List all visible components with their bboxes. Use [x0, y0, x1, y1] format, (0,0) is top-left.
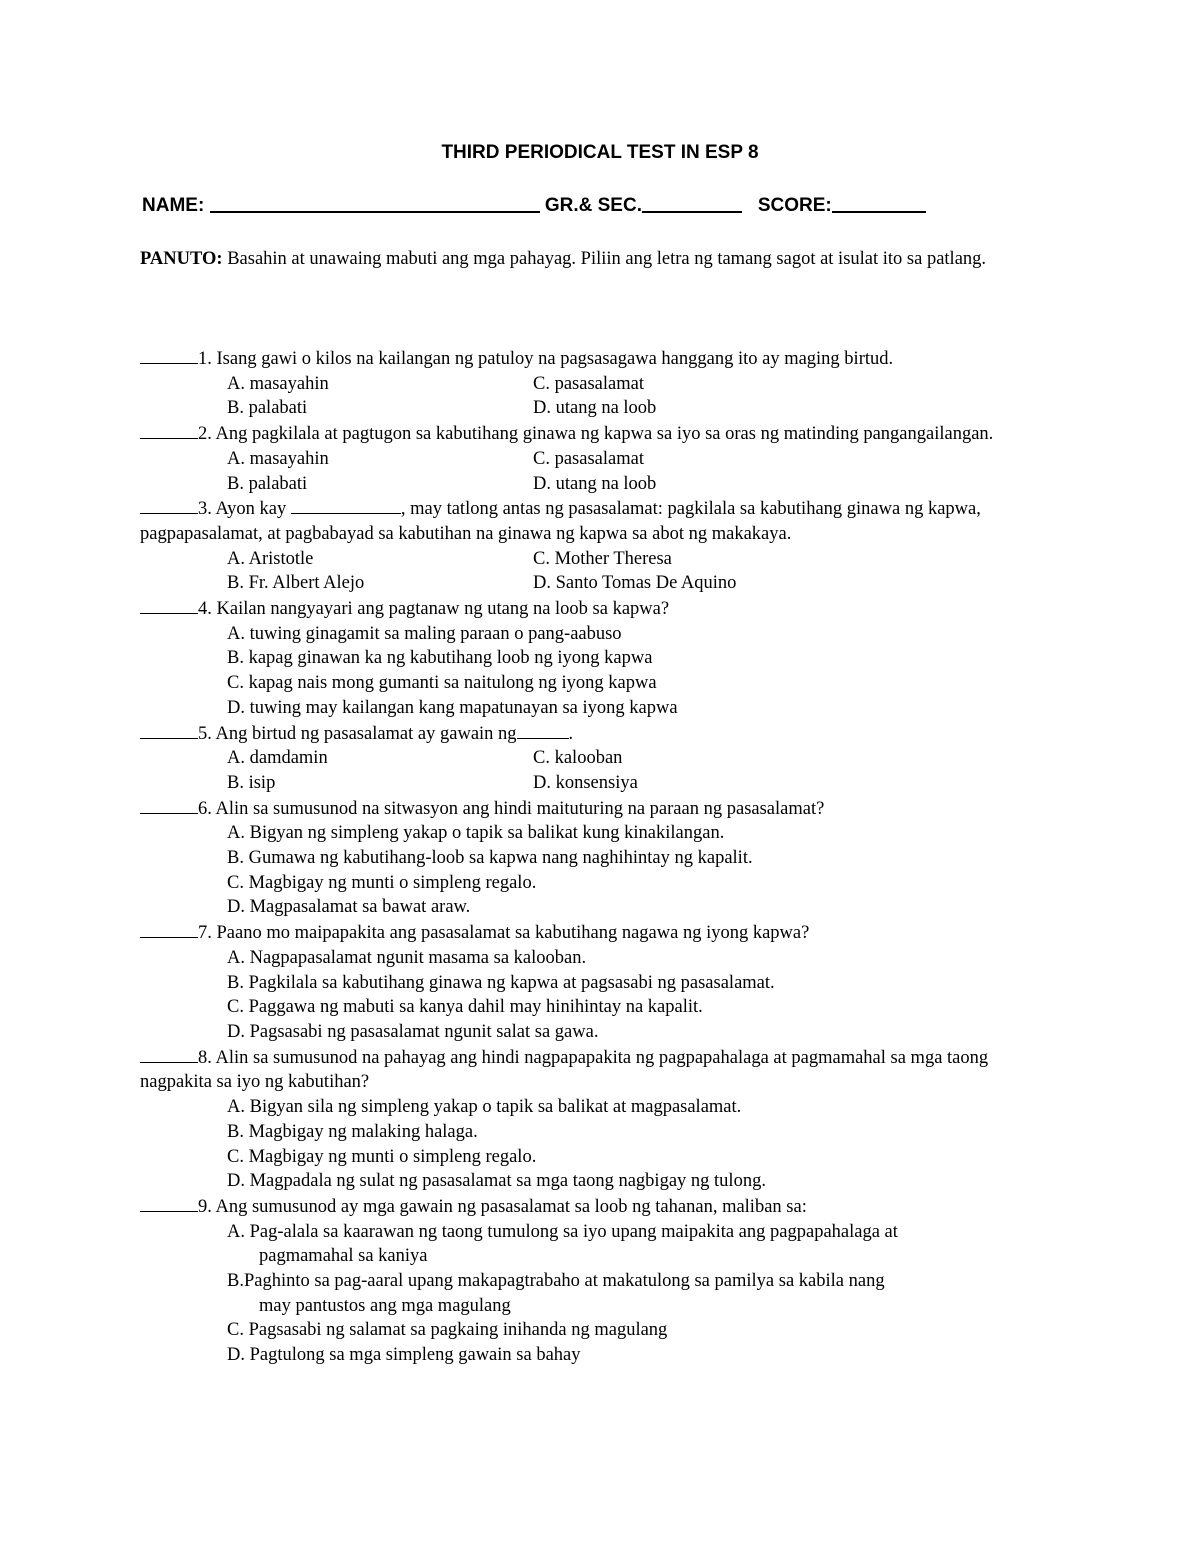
question-stem: [140, 920, 1060, 946]
option-c: C. Magbigay ng munti o simpleng regalo.: [227, 1146, 537, 1167]
test-title: THIRD PERIODICAL TEST IN ESP 8: [441, 142, 759, 163]
option-c: C. kalooban: [533, 748, 623, 769]
option-b: B. Fr. Albert Alejo: [227, 573, 365, 594]
question-number: 7.: [198, 923, 212, 944]
option-a: A. masayahin: [227, 448, 329, 469]
answer-blank[interactable]: [140, 496, 198, 514]
answer-blank[interactable]: [140, 721, 198, 739]
options: [227, 622, 1060, 721]
option-a: A. Bigyan ng simpleng yakap o tapik sa balikat kung kinakilangan.: [227, 823, 725, 844]
option-b: B. Pagkilala sa kabutihang ginawa ng kapwa at pagsasabi ng pasasalamat.: [227, 972, 775, 993]
question-stem: [140, 346, 1060, 372]
question-9: [140, 1194, 1060, 1368]
section-label: GR.& SEC.: [544, 195, 642, 216]
option-b: B. Magbigay ng malaking halaga.: [227, 1121, 478, 1142]
question-number: 9.: [198, 1196, 212, 1217]
instructions: [140, 247, 1070, 272]
option-c: C. pasasalamat: [533, 373, 644, 394]
option-d: D. Magpadala ng sulat ng pasasalamat sa mga taong nagbigay ng tulong.: [227, 1171, 766, 1192]
option-d: D. Magpasalamat sa bawat araw.: [227, 897, 471, 918]
name-label: NAME:: [142, 195, 205, 216]
answer-blank[interactable]: [140, 596, 198, 614]
option-d: D. Santo Tomas De Aquino: [533, 573, 737, 594]
question-text: Isang gawi o kilos na kailangan ng patuloy na pagsasagawa hanggang ito ay maging birtud.: [216, 349, 894, 369]
option-c: C. Pagsasabi ng salamat sa pagkaing inihanda ng magulang: [227, 1320, 668, 1341]
answer-blank[interactable]: [140, 421, 198, 439]
option-b: B. palabati: [227, 398, 308, 419]
question-stem: [140, 421, 1060, 447]
question-number: 3.: [198, 499, 212, 520]
option-c: C. Magbigay ng munti o simpleng regalo.: [227, 872, 537, 893]
answer-blank[interactable]: [140, 1194, 198, 1212]
instructions-label: PANUTO:: [140, 249, 223, 269]
option-d: D. Pagsasabi ng pasasalamat ngunit salat sa gawa.: [227, 1021, 599, 1042]
student-info-header: [142, 195, 926, 217]
option-a: A. masayahin: [227, 373, 329, 394]
option-a: A. Aristotle: [227, 548, 314, 569]
question-6: [140, 796, 1060, 921]
question-text: Ang birtud ng pasasalamat ay gawain ng: [215, 723, 517, 744]
question-text: Alin sa sumusunod na sitwasyon ang hindi maituturing na paraan ng pasasalamat?: [215, 798, 825, 819]
question-3: [140, 496, 1060, 596]
question-text: Ayon kay: [215, 499, 287, 520]
answer-blank[interactable]: [140, 920, 198, 938]
option-b: B. isip: [227, 772, 276, 793]
question-text: Ang sumusunod ay mga gawain ng pasasalamat sa loob ng tahanan, maliban sa:: [215, 1196, 807, 1217]
fill-in-blank[interactable]: [517, 721, 569, 739]
option-a: A. Bigyan sila ng simpleng yakap o tapik sa balikat at magpasalamat.: [227, 1097, 742, 1118]
options: [227, 746, 1060, 795]
option-b: B. palabati: [227, 473, 308, 494]
name-blank[interactable]: [210, 209, 540, 213]
section-blank[interactable]: [642, 209, 742, 213]
option-d: D. utang na loob: [533, 473, 657, 494]
option-c: C. Mother Theresa: [533, 548, 672, 569]
question-stem: [140, 1194, 1060, 1220]
question-stem: [140, 596, 1060, 622]
answer-blank[interactable]: [140, 346, 198, 364]
option-d: D. Pagtulong sa mga simpleng gawain sa bahay: [227, 1345, 581, 1366]
option-a-cont: pagmamahal sa kaniya: [259, 1246, 428, 1267]
option-b: B. Gumawa ng kabutihang-loob sa kapwa nang naghihintay ng kapalit.: [227, 848, 753, 869]
question-5: [140, 721, 1060, 796]
option-c: C. Paggawa ng mabuti sa kanya dahil may hinihintay na kapalit.: [227, 997, 703, 1018]
question-list: [140, 346, 1060, 1368]
question-text: Ang pagkilala at pagtugon sa kabutihang ginawa ng kapwa sa iyo sa oras ng matinding pangangailangan.: [215, 424, 994, 445]
option-a: A. tuwing ginagamit sa maling paraan o pang-aabuso: [227, 623, 622, 644]
option-b: B. kapag ginawan ka ng kabutihang loob ng iyong kapwa: [227, 648, 653, 669]
options: [227, 447, 1060, 496]
question-number: 4.: [198, 599, 212, 620]
question-number: 6.: [198, 798, 212, 819]
options: [227, 1095, 1060, 1194]
options: [227, 1220, 1060, 1368]
score-blank[interactable]: [832, 209, 926, 213]
question-7: [140, 920, 1060, 1045]
instructions-text: Basahin at unawaing mabuti ang mga pahayag. Piliin ang letra ng tamang sagot at isulat ito sa patlang.: [227, 249, 987, 269]
question-stem: [140, 1045, 1060, 1095]
option-b-cont: may pantustos ang mga magulang: [259, 1295, 511, 1316]
options: [227, 372, 1060, 421]
question-number: 1.: [198, 349, 212, 369]
option-d: D. tuwing may kailangan kang mapatunayan sa iyong kapwa: [227, 697, 678, 718]
question-stem: [140, 796, 1060, 822]
option-a: A. Nagpapasalamat ngunit masama sa kalooban.: [227, 947, 587, 968]
answer-blank[interactable]: [140, 796, 198, 814]
option-b: B.Paghinto sa pag-aaral upang makapagtrabaho at makatulong sa pamilya sa kabila nang: [227, 1271, 885, 1292]
options: [227, 547, 1060, 596]
question-4: [140, 596, 1060, 721]
option-a: A. Pag-alala sa kaarawan ng taong tumulong sa iyo upang maipakita ang pagpapahalaga at: [227, 1221, 898, 1242]
question-number: 2.: [198, 424, 212, 445]
question-text-cont: , may tatlong antas ng pasasalamat: pagkilala sa kabutihang ginawa ng kapwa, pagpapasalamat, at pagbabayad sa kabutihan na ginawa ng kapwa sa abot ng makakaya.: [140, 499, 981, 544]
question-number: 8.: [198, 1047, 212, 1068]
score-label: SCORE:: [757, 195, 832, 216]
option-c: C. kapag nais mong gumanti sa naitulong ng iyong kapwa: [227, 673, 657, 694]
answer-blank[interactable]: [140, 1045, 198, 1063]
options: [227, 946, 1060, 1045]
question-text: Paano mo maipapakita ang pasasalamat sa kabutihang nagawa ng iyong kapwa?: [216, 923, 810, 944]
question-stem: [140, 721, 1060, 747]
question-number: 5.: [198, 723, 212, 744]
question-text-cont: .: [568, 723, 574, 744]
question-text: Kailan nangyayari ang pagtanaw ng utang na loob sa kapwa?: [216, 599, 670, 620]
question-8: [140, 1045, 1060, 1194]
question-1: [140, 346, 1060, 421]
question-stem: [140, 496, 1060, 546]
question-2: [140, 421, 1060, 496]
option-d: D. utang na loob: [533, 398, 657, 419]
option-d: D. konsensiya: [533, 772, 638, 793]
option-c: C. pasasalamat: [533, 448, 644, 469]
options: [227, 821, 1060, 920]
option-a: A. damdamin: [227, 748, 328, 769]
question-text: Alin sa sumusunod na pahayag ang hindi nagpapapakita ng pagpapahalaga at pagmamahal sa mga taong nagpakita sa iyo ng kabutihan?: [140, 1047, 989, 1093]
fill-in-blank[interactable]: [291, 496, 401, 514]
